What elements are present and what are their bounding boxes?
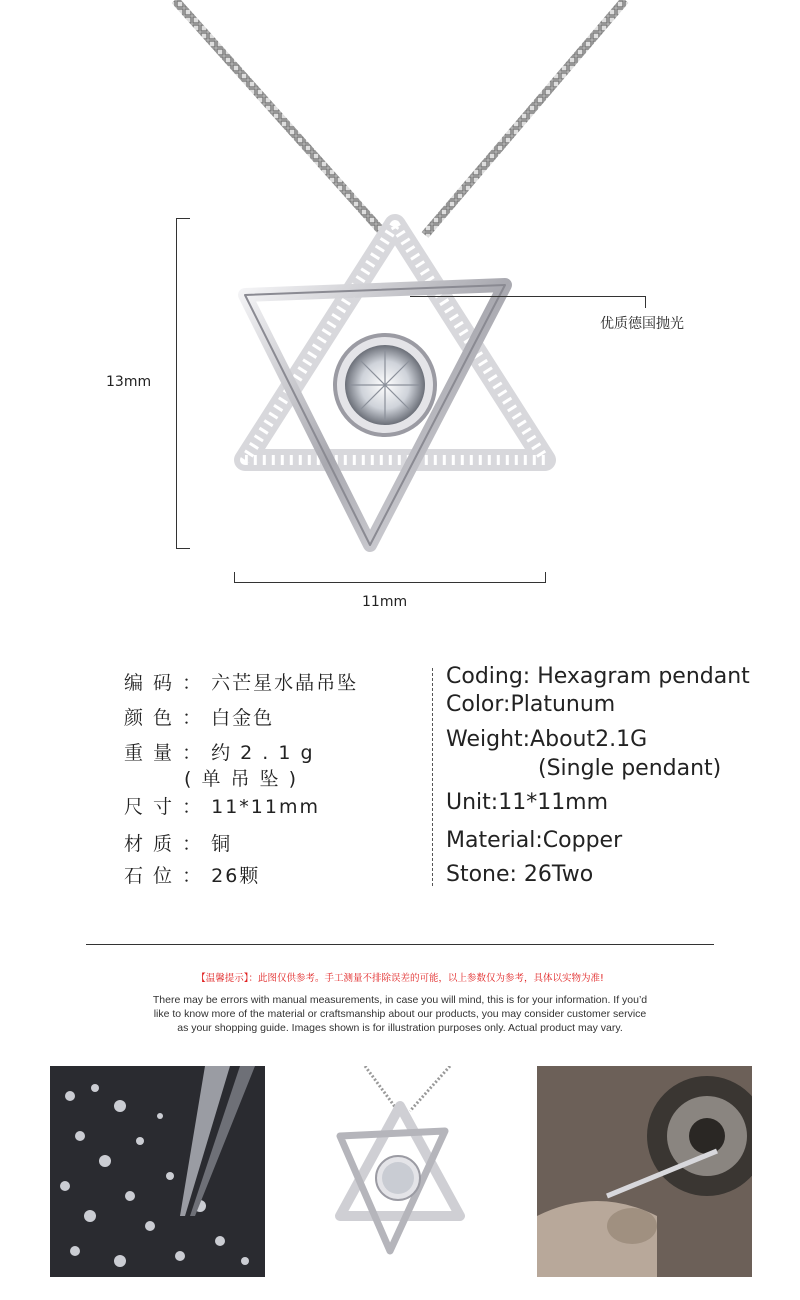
spec-en-color: Color:Platunum (446, 692, 616, 717)
width-label: 11mm (362, 594, 408, 610)
notice-en (100, 993, 700, 1035)
finish-callout-line (410, 296, 645, 297)
height-dimension-bottom-tick (176, 548, 190, 549)
spec-en-material: Material:Copper (446, 828, 623, 853)
notice-en-line-3: as your shopping guide. Images shown is for illustration purposes only. Actual product may vary. (177, 1022, 623, 1034)
spec-cn-weight-note: ( 单 吊 坠 ) (184, 768, 298, 790)
specs-divider (432, 668, 433, 886)
finish-callout-label: 优质德国抛光 (600, 316, 684, 332)
spec-cn-coding: 编 码 ： 六芒星水晶吊坠 (124, 672, 359, 694)
notice-en-line-1: There may be errors with manual measurements, in case you will mind, this is for your information. If you’d (152, 994, 648, 1006)
width-dimension-right-tick (545, 572, 546, 583)
spec-cn-weight: 重 量 ： 约 2 . 1 g (124, 742, 315, 764)
spec-en-stone: Stone: 26Two (446, 862, 594, 887)
pendant-thumbnail (320, 1066, 480, 1277)
polishing-photo (537, 1066, 752, 1277)
spec-en-weight-note: (Single pendant) (538, 756, 722, 781)
spec-en-weight: Weight:About2.1G (446, 727, 648, 752)
crystals-photo (50, 1066, 265, 1277)
spec-cn-color: 颜 色 ： 白金色 (124, 707, 275, 729)
width-dimension-line (234, 582, 545, 583)
notice-divider (86, 944, 714, 945)
spec-cn-material: 材 质 ： 铜 (124, 833, 233, 855)
height-dimension-line (176, 218, 177, 548)
spec-en-unit: Unit:11*11mm (446, 790, 609, 815)
notice-cn: 【温馨提示】：此图仅供参考。手工测量不排除误差的可能，以上参数仅为参考，具体以实物为准! (196, 973, 604, 984)
finish-callout-tick (645, 296, 646, 308)
height-dimension-top-tick (176, 218, 190, 219)
width-dimension-left-tick (234, 572, 235, 583)
spec-cn-size: 尺 寸 ： 11*11mm (124, 796, 320, 818)
spec-cn-stone: 石 位 ： 26颗 (124, 865, 261, 887)
notice-en-line-2: like to know more of the material or craftsmanship about our products, you may consider customer service (153, 1008, 647, 1020)
height-label: 13mm (106, 374, 152, 390)
spec-en-coding: Coding: Hexagram pendant (446, 664, 750, 689)
